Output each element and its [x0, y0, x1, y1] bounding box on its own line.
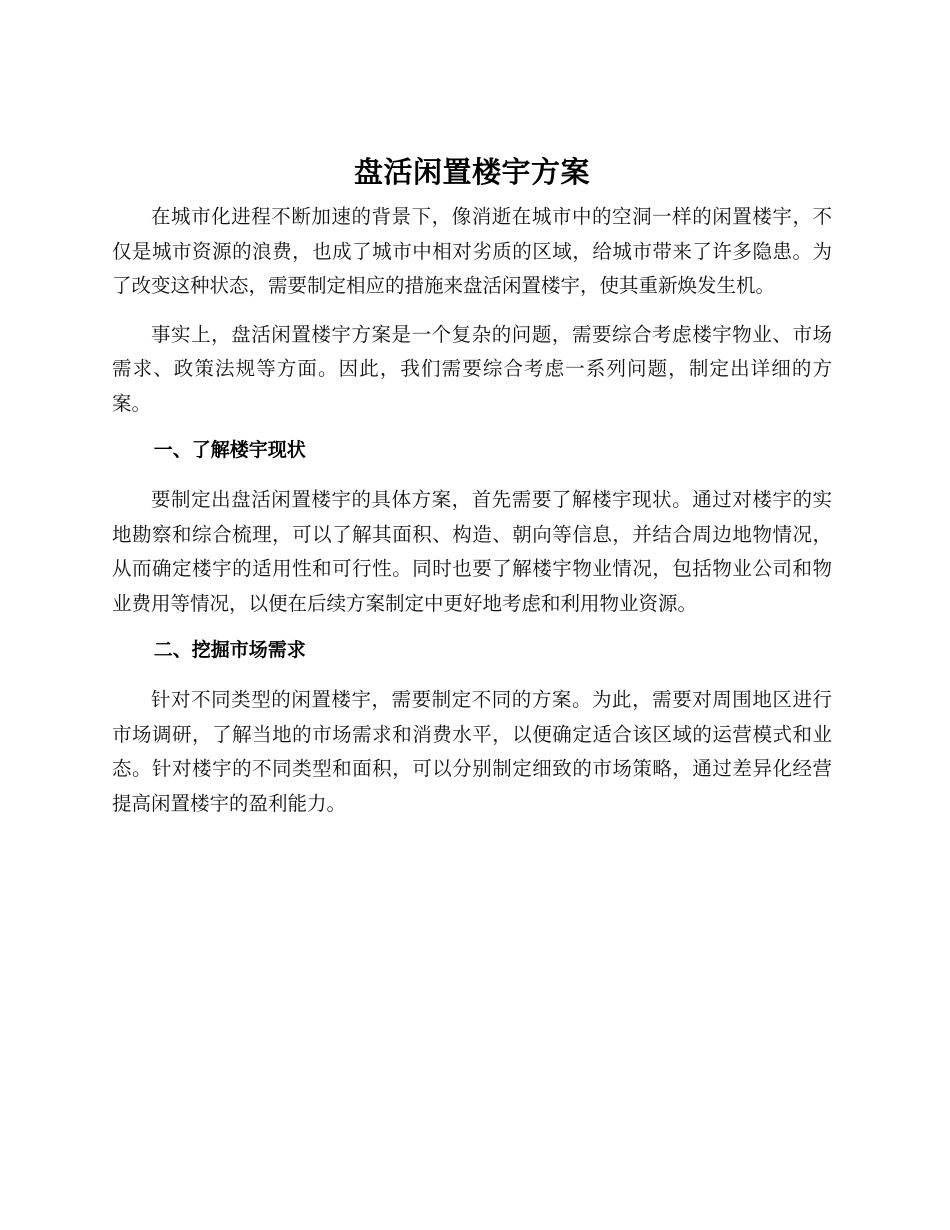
section-heading-2: 二、挖掘市场需求 — [153, 639, 306, 661]
section-paragraph-1: 要制定出盘活闲置楼宇的具体方案，首先需要了解楼宇现状。通过对楼宇的实地勘察和综合梳理，可以了解其面积、构造、朝向等信息，并结合周边地物情况，从而确定楼宇的适用性和可行性。同时也要了解楼宇物业情况，包括物业公司和物业费用等情况，以便在后续方案制定中更好地考虑和利用物业资源。 — [112, 488, 832, 615]
intro-paragraph-2: 事实上，盘活闲置楼宇方案是一个复杂的问题，需要综合考虑楼宇物业、市场需求、政策法规等方面。因此，我们需要综合考虑一系列问题，制定出详细的方案。 — [112, 322, 832, 415]
document-title: 盘活闲置楼宇方案 — [353, 155, 590, 189]
section-heading-1: 一、了解楼宇现状 — [153, 439, 306, 461]
document-body — [112, 150, 832, 835]
intro-paragraph-1: 在城市化进程不断加速的背景下，像消逝在城市中的空洞一样的闲置楼宇，不仅是城市资源的浪费，也成了城市中相对劣质的区域，给城市带来了许多隐患。为了改变这种状态，需要制定相应的措施来盘活闲置楼宇，使其重新焕发生机。 — [112, 205, 832, 297]
section-paragraph-2: 针对不同类型的闲置楼宇，需要制定不同的方案。为此，需要对周围地区进行市场调研，了解当地的市场需求和消费水平，以便确定适合该区域的运营模式和业态。针对楼宇的不同类型和面积，可以分别制定细致的市场策略，通过差异化经营提高闲置楼宇的盈利能力。 — [112, 688, 832, 815]
